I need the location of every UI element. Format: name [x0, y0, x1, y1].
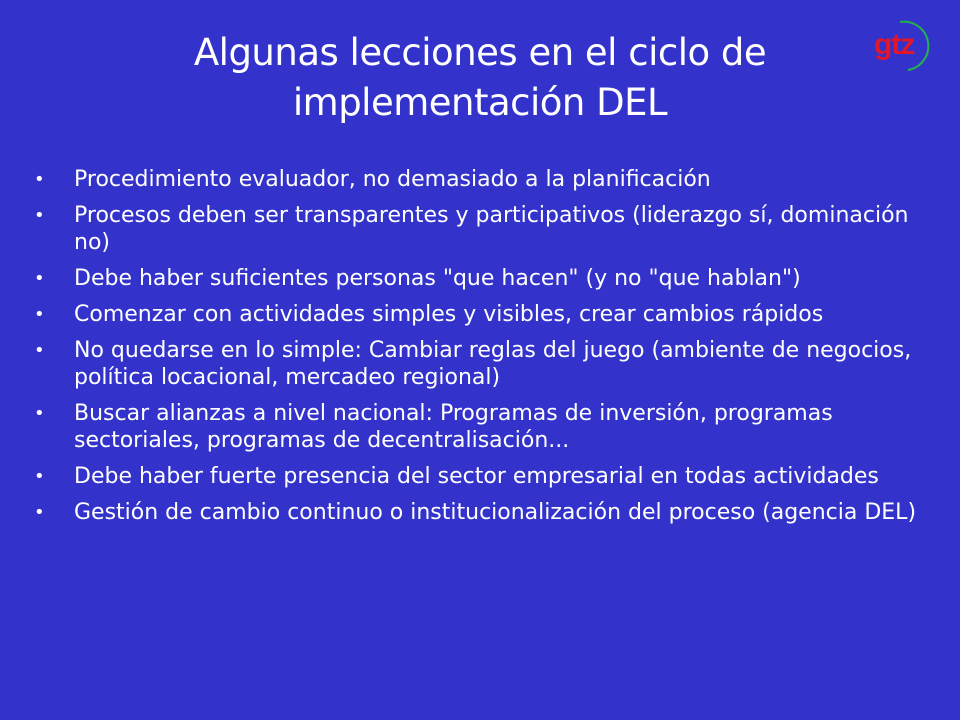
- bullet-item: [34, 463, 934, 490]
- bullet-text: No quedarse en lo simple: Cambiar reglas del juego (ambiente de negocios, política locacional, mercadeo regional): [74, 338, 912, 390]
- bullet-text: Debe haber fuerte presencia del sector empresarial en todas actividades: [74, 464, 879, 489]
- bullet-item: [34, 265, 934, 292]
- bullet-dot: •: [34, 169, 45, 190]
- bullet-item: [34, 337, 934, 391]
- bullet-dot: •: [34, 205, 45, 226]
- bullet-text: Buscar alianzas a nivel nacional: Programas de inversión, programas sectoriales, programas de decentralisación...: [74, 401, 833, 453]
- bullet-text: Procedimiento evaluador, no demasiado a la planificación: [74, 167, 711, 192]
- bullet-dot: •: [34, 403, 45, 424]
- bullet-item: [34, 166, 934, 193]
- bullet-item: [34, 499, 934, 526]
- bullet-dot: •: [34, 466, 45, 487]
- svg-text:gtz: gtz: [874, 28, 915, 61]
- bullet-list: [34, 166, 934, 535]
- bullet-item: [34, 400, 934, 454]
- slide-title: [120, 28, 840, 128]
- bullet-text: Gestión de cambio continuo o institucionalización del proceso (agencia DEL): [74, 500, 917, 525]
- slide-title-line-2: implementación DEL: [292, 81, 668, 124]
- bullet-text: Debe haber suficientes personas "que hacen" (y no "que hablan"): [74, 266, 801, 291]
- bullet-item: [34, 202, 934, 256]
- bullet-dot: •: [34, 268, 45, 289]
- bullet-dot: •: [34, 502, 45, 523]
- bullet-text: Procesos deben ser transparentes y participativos (liderazgo sí, dominación no): [74, 203, 909, 255]
- bullet-dot: •: [34, 304, 45, 325]
- bullet-text: Comenzar con actividades simples y visibles, crear cambios rápidos: [74, 302, 824, 327]
- bullet-dot: •: [34, 340, 45, 361]
- gtz-logo-icon: [872, 14, 944, 72]
- slide-title-line-1: Algunas lecciones en el ciclo de: [193, 31, 767, 74]
- bullet-item: [34, 301, 934, 328]
